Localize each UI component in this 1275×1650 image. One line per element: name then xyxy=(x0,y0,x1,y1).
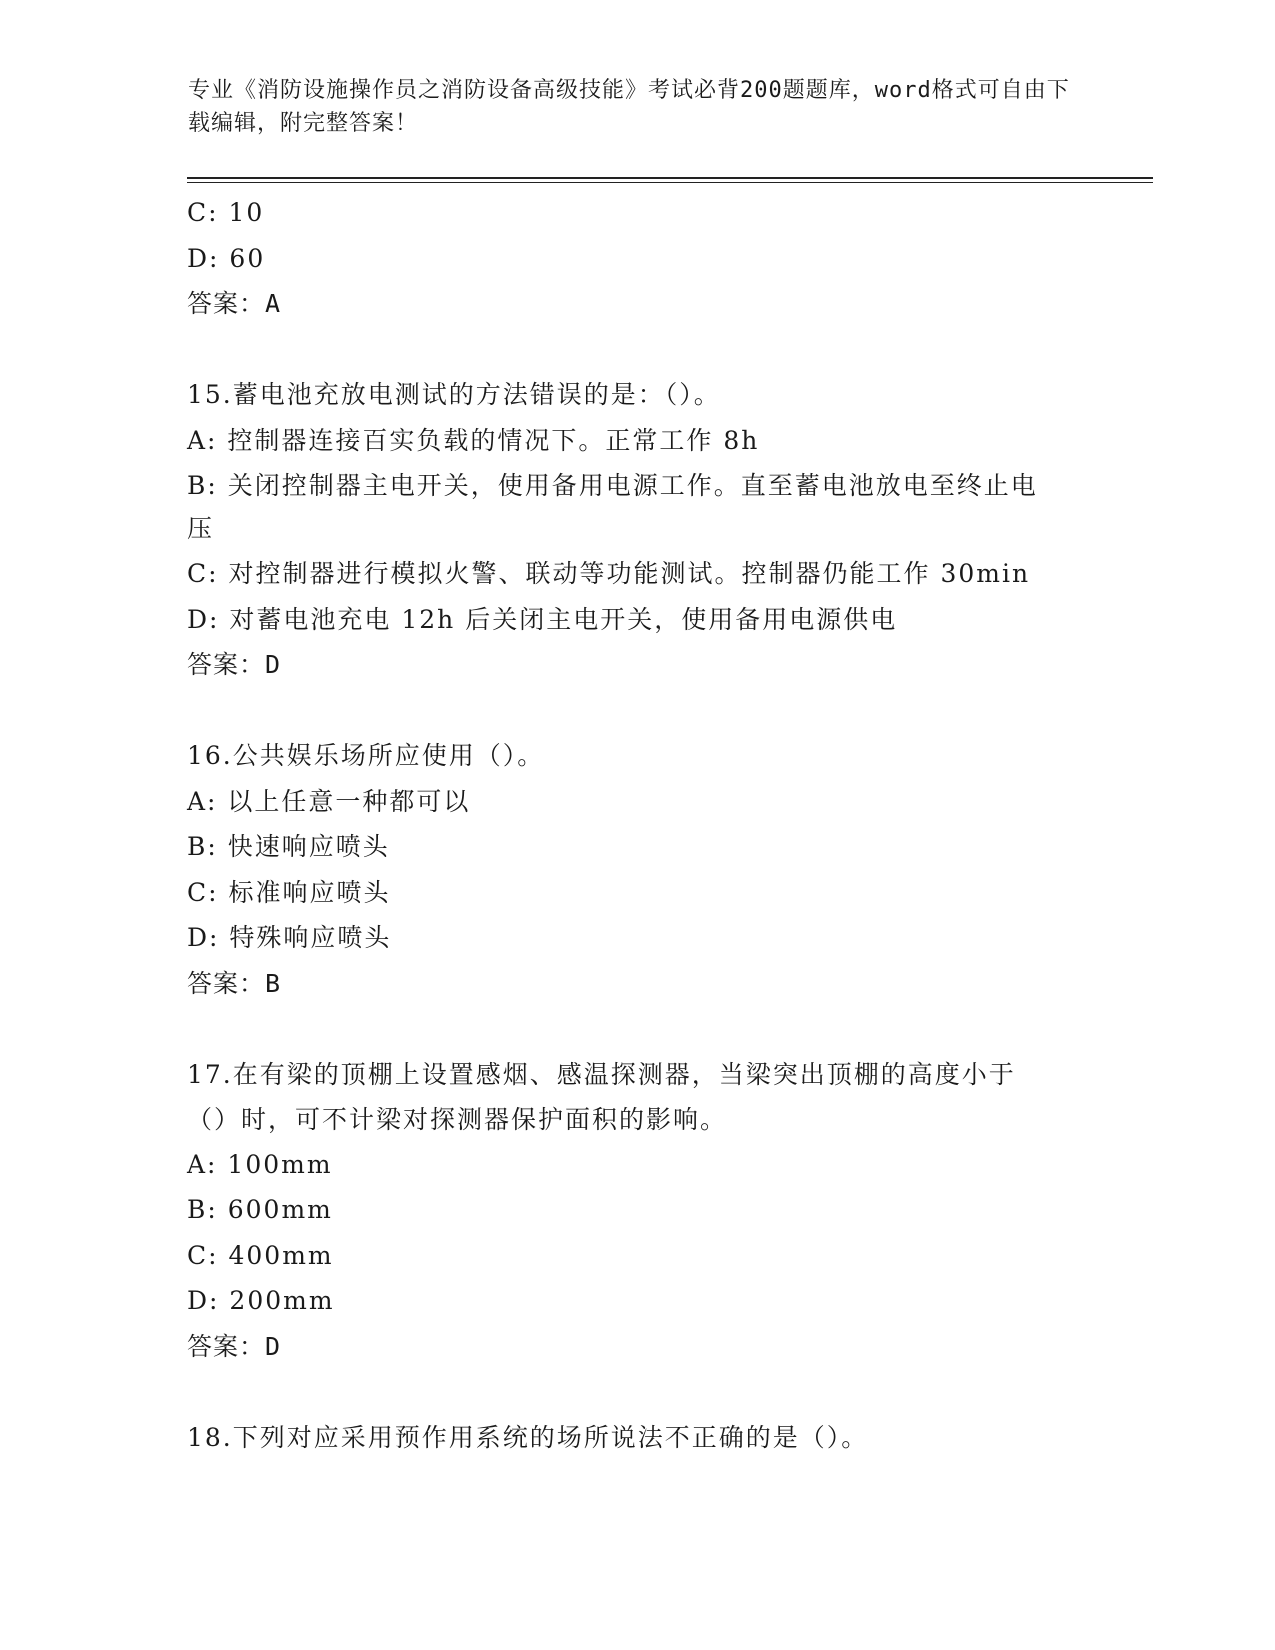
option-a: A: 以上任意一种都可以 xyxy=(187,786,471,816)
option-a: A: 100mm xyxy=(187,1149,333,1179)
question-stem: 16.公共娱乐场所应使用（）。 xyxy=(187,741,545,770)
option-c: C: 标准响应喷头 xyxy=(187,877,391,907)
option-d: D: 对蓄电池充电 12h 后关闭主电开关，使用备用电源供电 xyxy=(187,604,898,634)
option-d: D: 特殊响应喷头 xyxy=(187,923,392,952)
answer-line: 答案：D xyxy=(187,1331,282,1361)
header-divider xyxy=(187,177,1153,183)
answer-line: 答案：D xyxy=(187,650,282,679)
option-d: D: 60 xyxy=(187,243,266,273)
question-18 xyxy=(187,1415,1087,1461)
document-header: 专业《消防设施操作员之消防设备高级技能》考试必背200题题库，word格式可自由下载编辑，附完整答案！ xyxy=(188,78,1070,136)
option-b: B: 600mm xyxy=(187,1195,333,1224)
question-stem: 18.下列对应采用预作用系统的场所说法不正确的是（）。 xyxy=(187,1422,869,1452)
answer-line: 答案：A xyxy=(187,289,282,318)
option-a: A: 控制器连接百实负载的情况下。正常工作 8h xyxy=(187,425,760,455)
previous-question-tail xyxy=(187,190,1087,327)
answer-line: 答案：B xyxy=(187,968,282,998)
question-15 xyxy=(187,372,1087,688)
option-c: C: 10 xyxy=(187,198,265,227)
question-16 xyxy=(187,733,1087,1006)
option-c: C: 400mm xyxy=(187,1240,334,1270)
document-body xyxy=(187,190,1087,1460)
question-17 xyxy=(187,1052,1087,1370)
question-stem: 15.蓄电池充放电测试的方法错误的是：（）。 xyxy=(187,380,721,409)
option-c: C: 对控制器进行模拟火警、联动等功能测试。控制器仍能工作 30min xyxy=(187,559,1031,588)
option-d: D: 200mm xyxy=(187,1286,335,1315)
question-stem: 17.在有梁的顶棚上设置感烟、感温探测器，当梁突出顶棚的高度小于（）时，可不计梁对探测器保护面积的影响。 xyxy=(187,1059,1016,1134)
option-b: B: 快速响应喷头 xyxy=(187,832,390,861)
option-b: B: 关闭控制器主电开关，使用备用电源工作。直至蓄电池放电至终止电压 xyxy=(187,471,1038,543)
